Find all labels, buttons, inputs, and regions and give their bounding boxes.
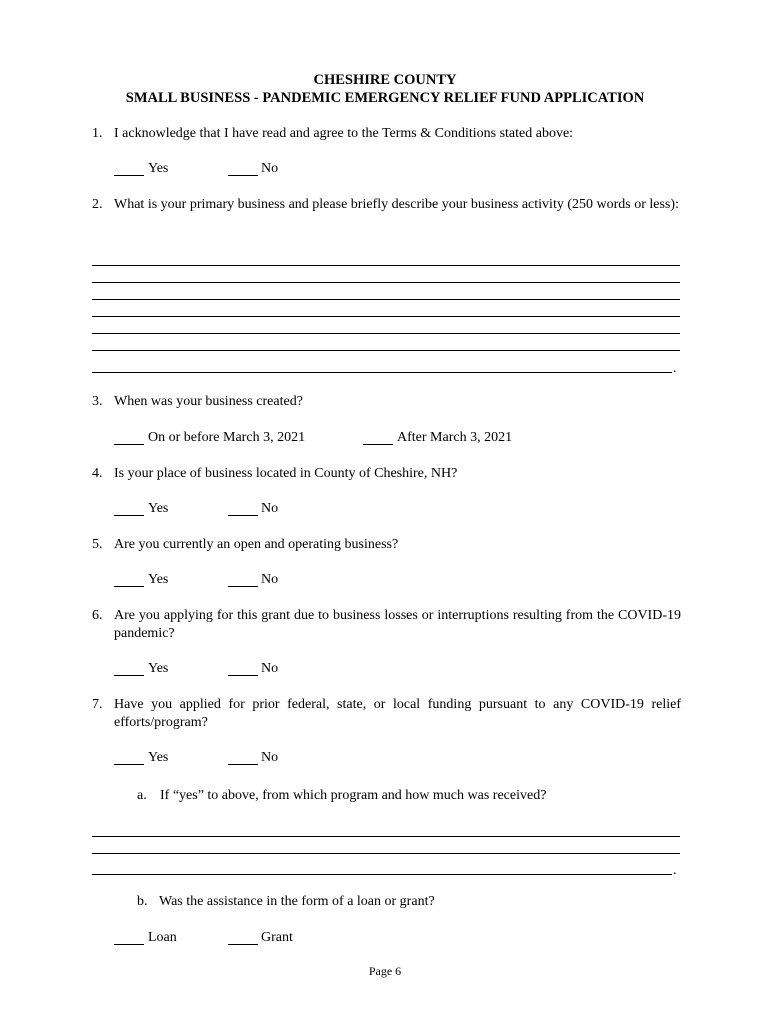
question-7b-text: Was the assistance in the form of a loan or grant? xyxy=(159,894,435,909)
q7a-end-period: . xyxy=(673,863,677,878)
q1-no-label: No xyxy=(261,161,279,176)
q2-answer-line[interactable] xyxy=(92,333,680,334)
q3-before-label: On or before March 3, 2021 xyxy=(148,430,306,445)
form-title-county: CHESHIRE COUNTY xyxy=(313,72,457,88)
q7b-grant-blank[interactable] xyxy=(228,944,258,945)
q4-yes-blank[interactable] xyxy=(114,515,144,516)
q5-yes-label: Yes xyxy=(148,572,169,587)
page-number: Page 6 xyxy=(368,964,402,978)
form-title-application: SMALL BUSINESS - PANDEMIC EMERGENCY RELIEF FUND APPLICATION xyxy=(125,90,645,106)
q1-no-blank[interactable] xyxy=(228,175,258,176)
q2-answer-line[interactable] xyxy=(92,316,680,317)
q7-yes-label: Yes xyxy=(148,750,169,765)
question-2-text: What is your primary business and please briefly describe your business activity (250 words or less): xyxy=(114,197,679,212)
q7-yes-blank[interactable] xyxy=(114,764,144,765)
q2-answer-line[interactable] xyxy=(92,299,680,300)
q6-yes-label: Yes xyxy=(148,661,169,676)
q2-answer-line[interactable] xyxy=(92,265,680,266)
question-2-number: 2. xyxy=(92,197,103,212)
question-7-text: Have you applied for prior federal, state, or local funding pursuant to any COVID-19 relief efforts/program? xyxy=(114,697,681,730)
question-7a-text: If “yes” to above, from which program and how much was received? xyxy=(160,788,547,803)
q2-answer-line[interactable] xyxy=(92,282,680,283)
q3-before-blank[interactable] xyxy=(114,444,144,445)
q2-end-period: . xyxy=(673,361,677,376)
q3-after-label: After March 3, 2021 xyxy=(397,430,513,445)
q1-yes-blank[interactable] xyxy=(114,175,144,176)
q6-no-label: No xyxy=(261,661,279,676)
q7a-answer-line[interactable] xyxy=(92,853,680,854)
q1-yes-label: Yes xyxy=(148,161,169,176)
q4-no-label: No xyxy=(261,501,279,516)
q7b-loan-label: Loan xyxy=(148,930,177,945)
q6-yes-blank[interactable] xyxy=(114,675,144,676)
q7-no-blank[interactable] xyxy=(228,764,258,765)
question-7-number: 7. xyxy=(92,697,103,712)
q3-after-blank[interactable] xyxy=(363,444,393,445)
question-4-text: Is your place of business located in County of Cheshire, NH? xyxy=(114,466,458,481)
q5-no-blank[interactable] xyxy=(228,586,258,587)
q4-no-blank[interactable] xyxy=(228,515,258,516)
q7b-loan-blank[interactable] xyxy=(114,944,144,945)
question-4-number: 4. xyxy=(92,466,103,481)
q5-yes-blank[interactable] xyxy=(114,586,144,587)
question-3-text: When was your business created? xyxy=(114,394,303,409)
q4-yes-label: Yes xyxy=(148,501,169,516)
question-1-number: 1. xyxy=(92,126,103,141)
q6-no-blank[interactable] xyxy=(228,675,258,676)
q7b-grant-label: Grant xyxy=(261,930,293,945)
question-1-text: I acknowledge that I have read and agree to the Terms & Conditions stated above: xyxy=(114,126,574,141)
q2-answer-line[interactable] xyxy=(92,372,672,373)
question-7b-label: b. xyxy=(137,894,148,909)
question-6-text: Are you applying for this grant due to business losses or interruptions resulting from the COVID-19 pandemic? xyxy=(114,608,681,641)
q7a-answer-line[interactable] xyxy=(92,874,672,875)
q7-no-label: No xyxy=(261,750,279,765)
q7a-answer-line[interactable] xyxy=(92,836,680,837)
q5-no-label: No xyxy=(261,572,279,587)
question-5-number: 5. xyxy=(92,537,103,552)
q2-answer-line[interactable] xyxy=(92,350,680,351)
question-7a-label: a. xyxy=(137,788,147,803)
question-6-number: 6. xyxy=(92,608,103,623)
question-5-text: Are you currently an open and operating business? xyxy=(114,537,399,552)
question-3-number: 3. xyxy=(92,394,103,409)
